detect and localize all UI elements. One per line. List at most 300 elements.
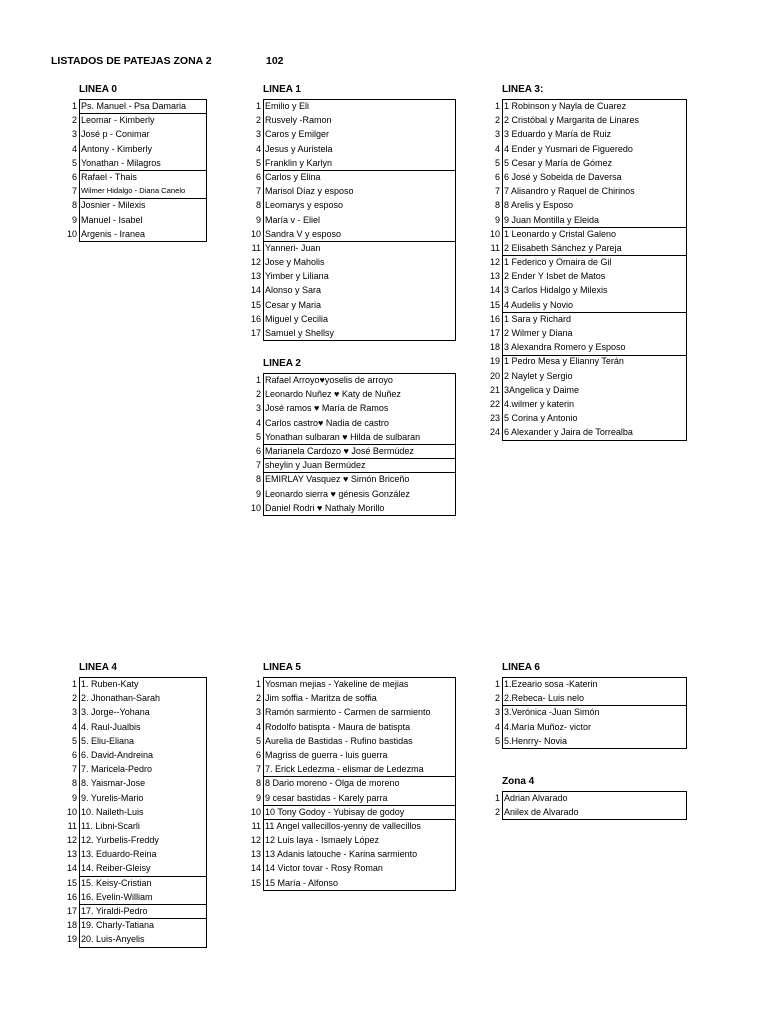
couple-name: 20. Luis-Anyelis <box>81 934 145 945</box>
row-number: 14 <box>66 863 77 874</box>
couple-name: 1 Federico y Omaira de Gil <box>504 257 612 268</box>
couple-name: 2 Elisabeth Sánchez y Pareja <box>504 242 622 253</box>
list-item <box>494 127 687 141</box>
row-number: 3 <box>255 129 261 140</box>
linea3-list <box>489 99 687 440</box>
couple-name: 9. Yurelis-Mario <box>81 792 144 803</box>
couple-name: 7 Alisandro y Raquel de Chirinos <box>504 186 635 197</box>
row-number: 14 <box>489 285 500 296</box>
row-number: 8 <box>71 200 77 211</box>
row-number: 6 <box>71 171 77 182</box>
linea5-list <box>250 677 456 890</box>
list-item <box>71 198 207 212</box>
couple-name: Daniel Rodri ♥ Nathaly Morillo <box>265 502 385 513</box>
row-number: 17 <box>250 328 261 338</box>
list-item <box>250 298 456 312</box>
couple-name: Rafael Arroyo♥yoselis de arroyo <box>265 375 393 385</box>
couple-name: Jose y Maholis <box>265 257 325 268</box>
couple-name: 9 cesar bastidas - Karely parra <box>265 792 388 803</box>
list-item <box>255 142 456 156</box>
couple-name: 5.Henrry- Novia <box>504 735 568 746</box>
couple-name: Manuel - Isabel <box>81 214 143 225</box>
row-number: 1 <box>494 793 500 803</box>
list-item <box>71 127 207 141</box>
row-number: 14 <box>250 863 261 874</box>
row-number: 19 <box>66 934 77 945</box>
list-item <box>255 170 456 184</box>
couple-name: 3 Eduardo y María de Ruiz <box>504 129 612 140</box>
row-number: 3 <box>494 707 500 718</box>
list-item <box>66 861 207 875</box>
row-number: 8 <box>255 474 261 485</box>
list-item <box>250 861 456 875</box>
row-number: 16 <box>489 313 500 324</box>
list-item <box>250 227 456 241</box>
list-item <box>255 213 456 227</box>
row-number: 4 <box>71 143 77 154</box>
list-item <box>255 373 456 387</box>
list-item <box>255 487 456 501</box>
list-item <box>71 170 207 184</box>
row-number: 8 <box>494 200 500 211</box>
list-item <box>66 876 207 890</box>
row-number: 7 <box>255 186 261 197</box>
list-item <box>71 184 207 198</box>
row-number: 4 <box>255 417 261 428</box>
list-item <box>494 677 687 691</box>
row-number: 19 <box>489 356 500 367</box>
zona4-list <box>494 791 687 819</box>
list-item <box>255 776 456 790</box>
page-title: LISTADOS DE PATEJAS ZONA 2 <box>51 55 212 67</box>
couple-name: 6. David-Andreina <box>81 749 154 760</box>
list-item <box>494 142 687 156</box>
linea6-title: LINEA 6 <box>502 662 540 673</box>
couple-name: Caros y Emilger <box>265 129 330 140</box>
row-number: 11 <box>251 242 261 253</box>
row-number: 18 <box>489 342 500 353</box>
list-item <box>255 99 456 113</box>
list-item <box>255 387 456 401</box>
couple-name: 6 José y Sobeida de Daversa <box>504 171 622 182</box>
list-item <box>255 444 456 458</box>
couple-name: 13. Eduardo-Reina <box>81 849 157 860</box>
linea1-list <box>250 99 456 340</box>
list-item <box>489 298 687 312</box>
row-number: 3 <box>71 129 77 140</box>
row-number: 9 <box>71 214 77 225</box>
couple-name: 4 Audelis y Novio <box>504 299 574 310</box>
couple-name: 5 Cesar y María de Gómez <box>504 157 613 168</box>
list-item <box>71 113 207 127</box>
row-number: 3 <box>71 707 77 718</box>
list-item <box>489 255 687 269</box>
couple-name: Rodolfo batispta - Maura de batispta <box>265 721 411 732</box>
row-number: 7 <box>71 186 77 197</box>
list-item <box>494 184 687 198</box>
list-item <box>66 805 207 819</box>
couple-name: EMIRLAY Vasquez ♥ Simón Briceño <box>265 474 410 485</box>
row-number: 15 <box>250 877 261 888</box>
list-item <box>255 401 456 415</box>
linea4-title: LINEA 4 <box>79 662 117 673</box>
row-number: 1 <box>71 679 77 689</box>
couple-name: Antony - Kimberly <box>81 143 153 154</box>
couple-name: 11 Angel vallecillos-yenny de vallecillos <box>265 820 421 831</box>
row-number: 5 <box>494 735 500 746</box>
list-item <box>251 819 456 833</box>
linea1-title: LINEA 1 <box>263 84 301 95</box>
list-item <box>251 241 456 255</box>
row-number: 4 <box>255 721 261 732</box>
couple-name: 15 María - Alfonso <box>265 877 339 888</box>
list-item <box>494 705 687 719</box>
row-number: 9 <box>71 792 77 803</box>
couple-name: José ramos ♥ María de Ramos <box>265 403 389 414</box>
list-item <box>71 734 207 748</box>
couple-name: 2.Rebeca- Luis nelo <box>504 693 585 704</box>
couple-name: 13 Adanis latouche - Karina sarmiento <box>265 849 418 860</box>
couple-name: 1 Sara y Richard <box>504 313 572 324</box>
list-item <box>489 425 687 439</box>
couple-name: 14. Reiber-Gleisy <box>81 863 151 874</box>
row-number: 7 <box>494 186 500 197</box>
couple-name: 4.María Muñoz- victor <box>504 721 592 732</box>
row-number: 6 <box>255 445 261 456</box>
linea2-list <box>250 373 456 515</box>
couple-name: 11. Libni-Scarli <box>81 820 140 831</box>
couple-name: 5 Corina y Antonio <box>504 413 578 424</box>
row-number: 20 <box>489 370 500 381</box>
list-item <box>67 819 207 833</box>
row-number: 9 <box>494 214 500 225</box>
row-number: 10 <box>250 228 261 239</box>
couple-name: 16. Evelin-William <box>81 891 153 902</box>
row-number: 10 <box>66 228 77 239</box>
couple-name: 1 Robinson y Nayla de Cuarez <box>504 101 627 111</box>
list-item <box>250 326 456 340</box>
list-item <box>489 269 687 283</box>
couple-name: Yimber y Liliana <box>265 271 329 282</box>
couple-name: Rafael - Thais <box>81 171 137 182</box>
list-item <box>489 383 687 397</box>
couple-name: 1 Pedro Mesa y Elianny Terán <box>504 356 624 367</box>
list-item <box>255 472 456 486</box>
list-item <box>494 198 687 212</box>
couple-name: Wilmer Hidalgo - Diana Canelo <box>81 186 186 196</box>
couple-name: Adrian Alvarado <box>504 793 568 803</box>
row-number: 7 <box>255 764 261 775</box>
list-item <box>250 255 456 269</box>
row-number: 18 <box>66 920 77 931</box>
row-number: 15 <box>489 299 500 310</box>
couple-name: Samuel y Shellsy <box>265 328 335 338</box>
couple-name: 1. Ruben-Katy <box>81 679 139 689</box>
couple-name: Leonardo Nuñez ♥ Katy de Nuñez <box>265 389 401 400</box>
row-number: 12 <box>250 835 261 846</box>
linea6-list <box>494 677 687 748</box>
row-number: 17 <box>489 328 500 338</box>
couple-name: 3Angelica y Daime <box>504 384 580 395</box>
couple-name: 1.Ezeario sosa -Katerin <box>504 679 598 689</box>
list-item <box>255 734 456 748</box>
row-number: 5 <box>255 431 261 442</box>
list-item <box>250 876 456 890</box>
row-number: 12 <box>250 257 261 268</box>
couple-name: 8 Dario moreno - Olga de moreno <box>265 778 400 789</box>
list-item <box>71 156 207 170</box>
row-number: 4 <box>494 721 500 732</box>
list-item <box>71 142 207 156</box>
couple-name: María v - Eliel <box>265 214 321 225</box>
list-item <box>250 269 456 283</box>
row-number: 13 <box>250 271 261 282</box>
row-number: 1 <box>255 679 261 689</box>
list-item <box>66 932 207 946</box>
list-item <box>71 213 207 227</box>
row-number: 2 <box>71 115 77 126</box>
linea4-list <box>66 677 207 947</box>
couple-name: 3.Verónica -Juan Simón <box>504 707 600 718</box>
row-number: 12 <box>66 835 77 846</box>
list-item <box>494 734 687 748</box>
row-number: 10 <box>250 502 261 513</box>
row-number: 10 <box>250 806 261 817</box>
row-number: 11 <box>251 820 261 831</box>
row-number: 4 <box>255 143 261 154</box>
row-number: 9 <box>255 792 261 803</box>
couple-name: 4.wilmer y katerin <box>504 398 575 409</box>
couple-name: 2 Cristóbal y Margarita de Linares <box>504 115 640 126</box>
couple-name: 6 Alexander y Jaira de Torrealba <box>504 427 633 438</box>
row-number: 6 <box>255 171 261 182</box>
row-number: 5 <box>255 735 261 746</box>
row-number: 4 <box>71 721 77 732</box>
couple-name: 9 Juan Montilla y Eleida <box>504 214 600 225</box>
row-number: 5 <box>494 157 500 168</box>
couple-name: Jesus y Auristela <box>265 143 333 154</box>
linea0-title: LINEA 0 <box>79 84 117 95</box>
couple-name: Leomarys y esposo <box>265 200 344 211</box>
couple-name: 19. Charly-Tatiana <box>81 920 155 931</box>
couple-name: Anilex de Alvarado <box>504 807 579 818</box>
row-number: 3 <box>494 129 500 140</box>
row-number: 5 <box>255 157 261 168</box>
couple-name: Ramón sarmiento - Carmen de sarmiento <box>265 707 431 718</box>
list-item <box>255 127 456 141</box>
couple-name: 10 Tony Godoy - Yubisay de godoy <box>265 806 405 817</box>
row-number: 12 <box>489 257 500 268</box>
row-number: 3 <box>255 707 261 718</box>
list-item <box>255 762 456 776</box>
couple-name: 3. Jorge--Yohana <box>81 707 150 718</box>
list-item <box>489 411 687 425</box>
couple-name: Alonso y Sara <box>265 285 322 296</box>
couple-name: José p - Conimar <box>81 129 150 140</box>
list-item <box>71 691 207 705</box>
couple-name: 3 Carlos Hidalgo y Milexis <box>504 285 608 296</box>
row-number: 13 <box>250 849 261 860</box>
list-item <box>255 184 456 198</box>
row-number: 22 <box>489 398 500 409</box>
couple-name: 2. Jhonathan-Sarah <box>81 693 161 704</box>
list-item <box>66 890 207 904</box>
row-number: 10 <box>66 806 77 817</box>
list-item <box>66 847 207 861</box>
row-number: 14 <box>250 285 261 296</box>
list-item <box>71 705 207 719</box>
row-number: 9 <box>255 214 261 225</box>
list-item <box>494 791 687 805</box>
row-number: 4 <box>494 143 500 154</box>
couple-name: 4 Ender y Yusmari de Figueredo <box>504 143 633 154</box>
couple-name: 4. Raul-Jualbis <box>81 721 141 732</box>
row-number: 9 <box>255 488 261 499</box>
list-item <box>71 99 207 113</box>
linea0-list <box>66 99 207 241</box>
list-item <box>494 113 687 127</box>
list-item <box>489 312 687 326</box>
list-item <box>494 805 687 819</box>
couple-name: Cesar y Maria <box>265 299 322 310</box>
couple-name: Yonathan sulbaran ♥ Hilda de sulbaran <box>265 431 421 442</box>
row-number: 8 <box>255 200 261 211</box>
row-number: 13 <box>489 271 500 282</box>
row-number: 5 <box>71 157 77 168</box>
couple-name: sheylin y Juan Bermúdez <box>265 460 366 471</box>
couple-name: 14 Victor tovar - Rosy Roman <box>265 863 383 874</box>
list-item <box>255 691 456 705</box>
couple-name: 8. Yaismar-Jose <box>81 778 146 789</box>
list-item <box>71 748 207 762</box>
list-item <box>255 677 456 691</box>
row-number: 11 <box>490 242 500 253</box>
list-item <box>255 156 456 170</box>
list-item <box>489 397 687 411</box>
linea2-title: LINEA 2 <box>263 358 301 369</box>
couple-name: Carlos y Elina <box>265 171 321 182</box>
zona4-title: Zona 4 <box>502 776 535 787</box>
list-item <box>66 918 207 932</box>
list-item <box>255 113 456 127</box>
list-item <box>66 904 207 918</box>
couple-name: 8 Arelis y Esposo <box>504 200 574 211</box>
row-number: 2 <box>255 693 261 704</box>
row-number: 1 <box>494 101 500 111</box>
list-item <box>255 748 456 762</box>
linea3-title: LINEA 3: <box>502 84 544 95</box>
couple-name: Magriss de guerra - luis guerra <box>265 749 388 760</box>
couple-name: Miguel y Cecilia <box>265 313 329 324</box>
couple-name: Sandra V y esposo <box>265 228 342 239</box>
couple-name: 2 Ender Y Isbet de Matos <box>504 271 606 282</box>
list-item <box>255 705 456 719</box>
couple-name: 1 Leonardo y Cristal Galeno <box>504 228 617 239</box>
row-number: 1 <box>71 101 77 111</box>
couple-name: Jim soffia - Maritza de soffia <box>265 693 377 704</box>
row-number: 16 <box>250 313 261 324</box>
row-number: 15 <box>250 299 261 310</box>
couple-name: 12 Luis laya - Ismaely López <box>265 835 380 846</box>
row-number: 17 <box>66 906 77 916</box>
couple-name: Leonardo sierra ♥ génesis González <box>265 488 410 499</box>
couple-name: 3 Alexandra Romero y Esposo <box>504 342 626 353</box>
couple-name: 7. Erick Ledezma - elismar de Ledezma <box>265 764 424 775</box>
couple-name: Rusvely -Ramon <box>265 115 332 126</box>
couple-name: Leomar - Kimberly <box>81 115 155 126</box>
row-number: 1 <box>494 679 500 689</box>
list-item <box>494 691 687 705</box>
row-number: 2 <box>494 693 500 704</box>
page-number: 102 <box>266 55 284 67</box>
list-item <box>255 458 456 472</box>
row-number: 7 <box>255 460 261 471</box>
row-number: 6 <box>255 749 261 760</box>
list-item <box>489 369 687 383</box>
row-number: 1 <box>255 375 261 385</box>
list-item <box>255 791 456 805</box>
couple-name: Marisol Díaz y esposo <box>265 186 354 197</box>
couple-name: Aurelia de Bastidas - Rufino bastidas <box>265 735 413 746</box>
couple-name: 17. Yiraldi-Pedro <box>81 906 148 916</box>
couple-name: 12. Yurbelis-Freddy <box>81 835 159 846</box>
list-item <box>250 501 456 515</box>
row-number: 24 <box>489 427 500 438</box>
list-item <box>255 198 456 212</box>
couple-name: 5. Eliu-Eliana <box>81 735 135 746</box>
couple-name: 7. Maricela-Pedro <box>81 764 153 775</box>
list-item <box>250 312 456 326</box>
row-number: 10 <box>489 228 500 239</box>
list-item <box>250 833 456 847</box>
list-item <box>71 677 207 691</box>
row-number: 21 <box>489 384 500 395</box>
list-item <box>494 99 687 113</box>
row-number: 2 <box>494 807 500 818</box>
couple-name: 10. Naileth-Luis <box>81 806 144 817</box>
row-number: 16 <box>66 891 77 902</box>
row-number: 13 <box>66 849 77 860</box>
row-number: 7 <box>71 764 77 775</box>
couple-name: 2 Naylet y Sergio <box>504 370 573 381</box>
row-number: 2 <box>255 389 261 400</box>
couple-name: Franklin y Karlyn <box>265 157 333 168</box>
list-item <box>494 213 687 227</box>
couple-name: Yanneri- Juan <box>265 242 321 253</box>
list-item <box>71 720 207 734</box>
list-item <box>71 762 207 776</box>
list-item <box>494 156 687 170</box>
couple-name: Emilio y Eli <box>265 101 310 111</box>
list-item <box>255 416 456 430</box>
row-number: 6 <box>494 171 500 182</box>
list-item <box>489 340 687 354</box>
list-item <box>255 430 456 444</box>
couple-name: Josnier - Milexis <box>81 200 146 211</box>
row-number: 2 <box>71 693 77 704</box>
row-number: 15 <box>66 877 77 888</box>
couple-name: 2 Wilmer y Diana <box>504 328 573 338</box>
row-number: 8 <box>255 778 261 789</box>
row-number: 2 <box>494 115 500 126</box>
row-number: 11 <box>67 820 77 831</box>
row-number: 3 <box>255 403 261 414</box>
list-item <box>255 720 456 734</box>
list-item <box>66 833 207 847</box>
row-number: 23 <box>489 413 500 424</box>
row-number: 2 <box>255 115 261 126</box>
couple-name: Argenis - Iranea <box>81 228 146 239</box>
